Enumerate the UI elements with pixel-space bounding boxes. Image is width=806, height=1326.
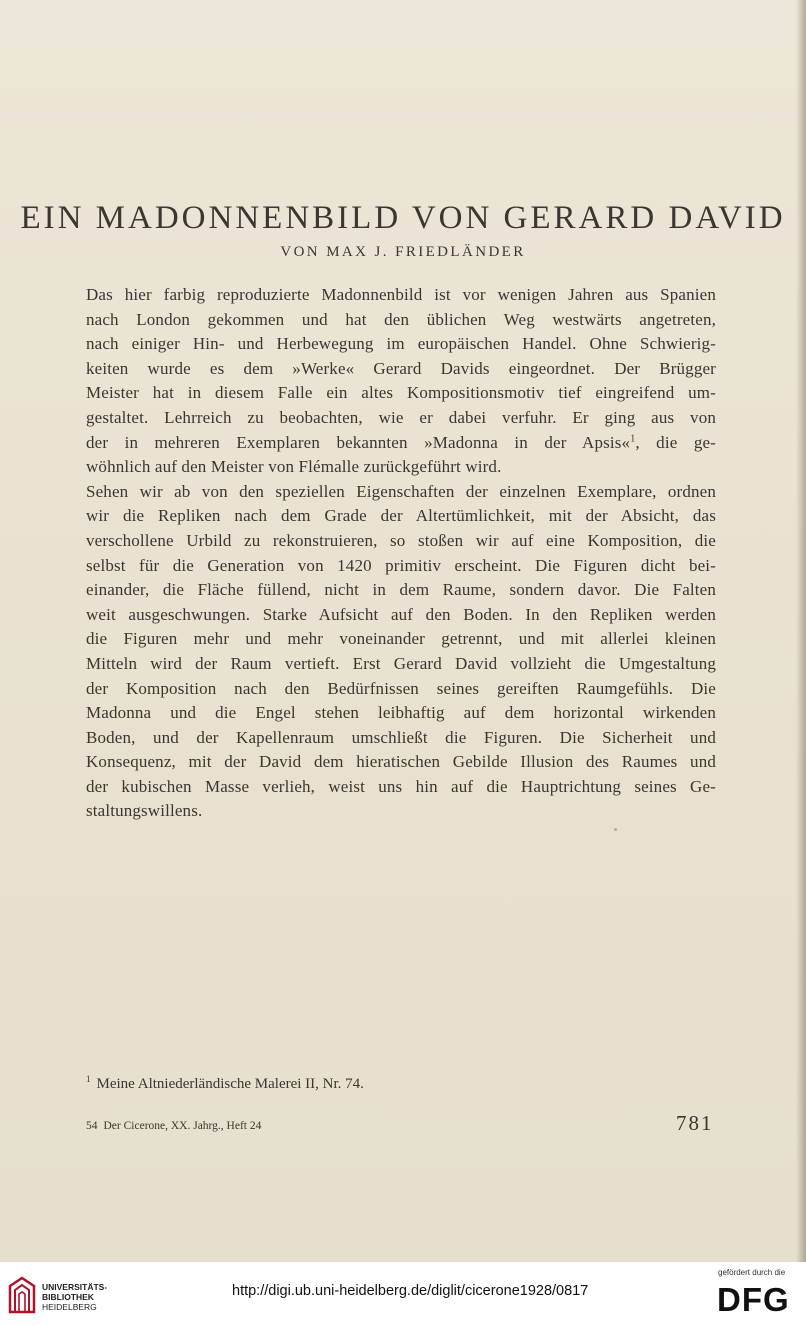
- signature-number: 54: [86, 1120, 98, 1132]
- text-line: Das hier farbig reproduzierte Madonnenbild ist vor wenigen Jahren aus Spanien: [86, 285, 716, 304]
- text-line: der Komposition nach den Bedürfnissen seines gereiften Raumgefühls. Die: [86, 678, 716, 698]
- text-line: die Figuren mehr und mehr voneinander getrennt, und mit allerlei kleinen: [86, 629, 716, 649]
- text-line: staltungswillens.: [86, 801, 203, 821]
- page-number: 781: [676, 1111, 714, 1135]
- footnote-reference[interactable]: 1: [630, 432, 636, 444]
- text-line: wir die Repliken nach dem Grade der Altertümlichkeit, mit der Absicht, das: [86, 506, 716, 526]
- text-line: gestaltet. Lehrreich zu beobachten, wie er dabei verfuhr. Er ging aus von: [86, 407, 716, 427]
- text-line: wöhnlich auf den Meister von Flémalle zurückgeführt wird.: [86, 457, 502, 477]
- library-name-line: UNIVERSITÄTS-: [42, 1282, 108, 1292]
- text-line: verschollene Urbild zu rekonstruieren, so stoßen wir auf eine Komposition, die: [86, 530, 716, 550]
- printer-signature: [86, 1120, 261, 1132]
- article-title: EIN MADONNENBILD VON GERARD DAVID: [20, 200, 786, 236]
- article-body: [86, 283, 716, 824]
- paragraph-1: [86, 283, 716, 480]
- text-line: nach einiger Hin- und Herbewegung im europäischen Handel. Ohne Schwierig-: [86, 334, 716, 354]
- text-line: Mitteln wird der Raum vertieft. Erst Gerard David vollzieht die Umgestaltung: [86, 653, 716, 673]
- text-line: einander, die Fläche füllend, nicht in dem Raume, sondern davor. Die Falten: [86, 580, 716, 600]
- author-byline: VON MAX J. FRIEDLÄNDER: [280, 244, 526, 260]
- university-seal-icon: [8, 1276, 36, 1314]
- permalink-url[interactable]: http://digi.ub.uni-heidelberg.de/diglit/cicerone1928/0817: [232, 1283, 589, 1299]
- text-line: Boden, und der Kapellenraum umschließt die Figuren. Die Sicherheit und: [86, 727, 716, 747]
- footnote-marker: 1: [86, 1074, 91, 1084]
- text-line: nach London gekommen und hat den üblichen Weg westwärts angetreten,: [86, 309, 716, 329]
- dfg-logo-icon: DFG: [717, 1281, 790, 1318]
- text-line: Konsequenz, mit der David dem hieratischen Gebilde Illusion des Raumes und: [86, 752, 716, 772]
- viewer-footer: [0, 1262, 806, 1326]
- text-segment: , die ge-: [635, 432, 716, 452]
- text-line: weit ausgeschwungen. Starke Aufsicht auf den Boden. In den Repliken werden: [86, 604, 716, 624]
- text-line: keiten wurde es dem »Werke« Gerard Davids eingeordnet. Der Brügger: [86, 358, 716, 378]
- library-name: [42, 1282, 107, 1312]
- paragraph-2: [86, 480, 716, 824]
- text-line: selbst für die Generation von 1420 primitiv erscheint. Die Figuren dicht bei-: [86, 555, 716, 575]
- dfg-funding-logo[interactable]: [712, 1268, 802, 1324]
- text-line: Sehen wir ab von den speziellen Eigenschaften der einzelnen Exemplare, ordnen: [86, 481, 716, 501]
- footnote: [86, 1076, 364, 1093]
- text-line: Meister hat in diesem Falle ein altes Kompositionsmotiv tief eingreifend um-: [86, 383, 716, 403]
- text-segment: der in mehreren Exemplaren bekannten »Madonna in der Apsis«: [86, 432, 631, 452]
- library-name-line: HEIDELBERG: [42, 1302, 97, 1312]
- funding-caption: gefördert durch die: [718, 1268, 786, 1277]
- library-logo[interactable]: [8, 1274, 148, 1318]
- signature-text: Der Cicerone, XX. Jahrg., Heft 24: [103, 1120, 262, 1132]
- library-name-line: BIBLIOTHEK: [42, 1292, 94, 1302]
- paper-speck: [614, 828, 617, 831]
- text-line: der kubischen Masse verlieh, weist uns hin auf die Hauptrichtung seines Ge-: [86, 776, 716, 796]
- text-line: Madonna und die Engel stehen leibhaftig auf dem horizontal wirkenden: [86, 703, 716, 723]
- footnote-text: Meine Altniederländische Malerei II, Nr. 74.: [96, 1076, 364, 1092]
- text-line-with-footnote-ref: [86, 431, 716, 456]
